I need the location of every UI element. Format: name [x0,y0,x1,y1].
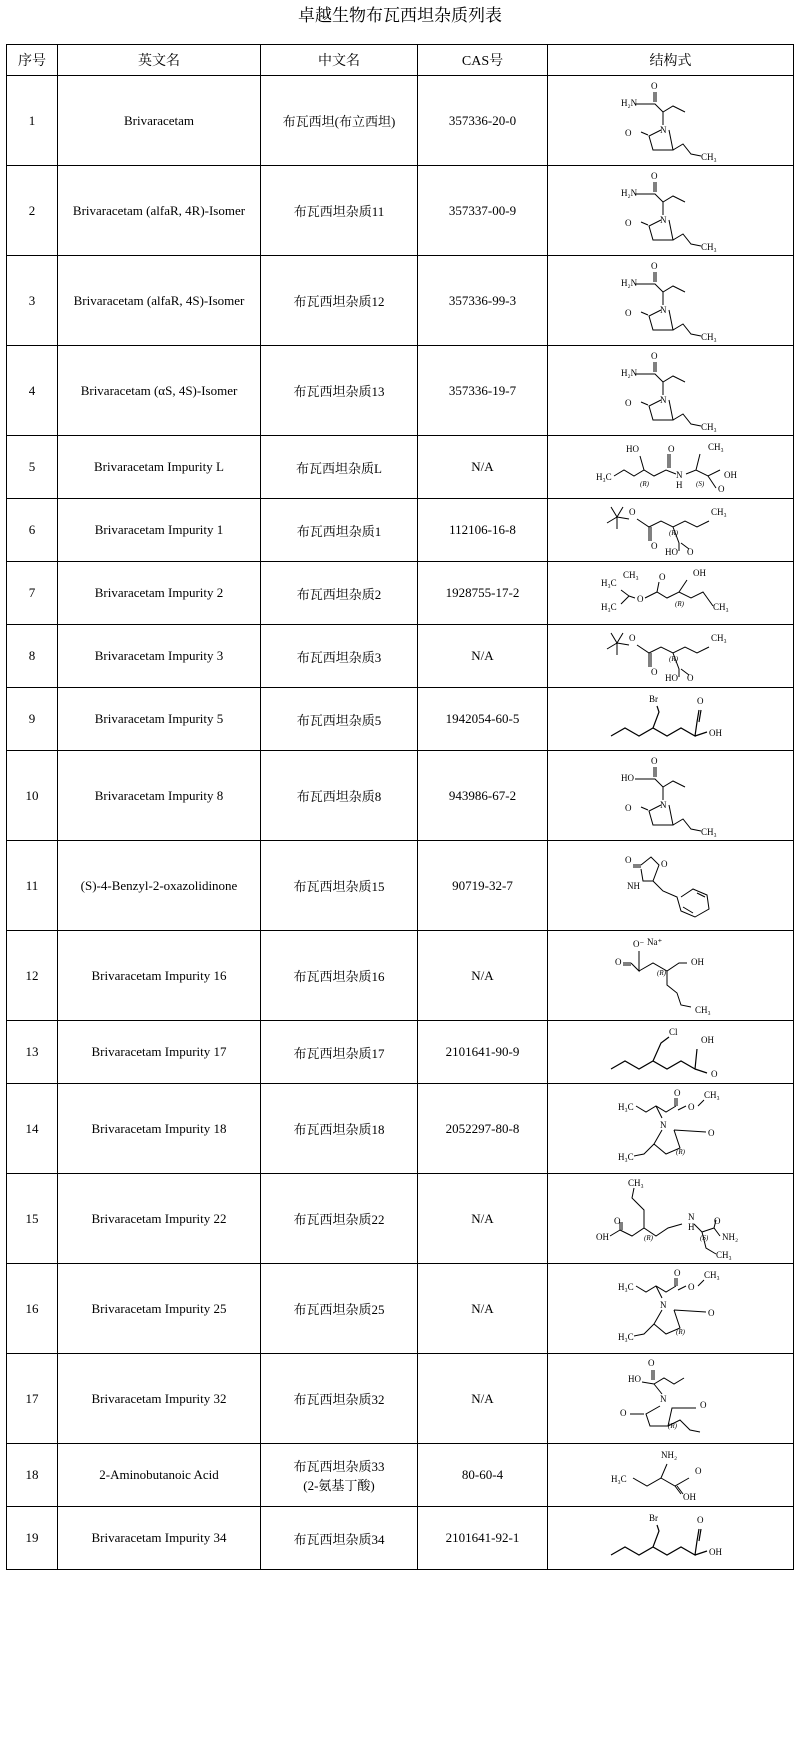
chinese-name: 布瓦西坦杂质15 [293,879,385,894]
structure-label: N [659,124,666,135]
structure-label: NH [626,880,640,891]
chinese-name: 布瓦西坦杂质5 [296,712,382,728]
english-name: (S)-4-Benzyl-2-oxazolidinone [58,841,261,931]
structure-label: O [624,127,631,138]
cas-number: N/A [418,931,548,1021]
table-row [7,562,794,625]
structure-label: H₂N [620,97,637,108]
structure-label: O [650,260,657,271]
structure-label: H₃C [600,601,617,612]
structure-label: (R) [639,479,649,488]
chinese-name: 布瓦西坦杂质18 [293,1122,385,1137]
structure-label: O [686,672,693,683]
structure-label: N [659,304,666,315]
table-row [7,346,794,436]
cas-number: 357336-19-7 [418,346,548,436]
cas-number: 943986-67-2 [418,751,548,841]
chinese-name: 布瓦西坦杂质L [296,460,382,476]
structure-label: NH₂ [721,1231,738,1242]
structure-label: H₃C [617,1151,634,1162]
structure-label: O [717,483,724,494]
structure-label: (R) [668,528,678,537]
structure-label: O [619,1407,626,1418]
structure-label: CH₃ [694,1004,711,1015]
row-number: 17 [7,1354,58,1444]
cas-number: N/A [418,625,548,688]
cas-number: 112106-16-8 [418,499,548,562]
structure-label: O [673,1267,680,1278]
row-number: 6 [7,499,58,562]
chinese-name: 布瓦西坦杂质32 [293,1392,385,1407]
row-number: 18 [7,1444,58,1507]
structure-label: H₃C [617,1281,634,1292]
structure-label: N [675,469,682,480]
structure-label: O [710,1068,717,1079]
structure-label: N [659,799,666,810]
structure-label: H₂N [620,367,637,378]
english-name: Brivaracetam Impurity 16 [58,931,261,1021]
english-name: Brivaracetam Impurity 22 [58,1174,261,1264]
chinese-name: 布瓦西坦杂质33 [293,1459,385,1474]
table-row [7,1507,794,1570]
chinese-name: 布瓦西坦杂质2 [296,586,382,602]
structure-label: CH₃ [700,151,717,162]
chinese-name-cell [261,346,418,436]
pyrrolidinone-amide-structure [548,76,794,166]
structure-label: H₂N [620,187,637,198]
structure-label: O [650,350,657,361]
chinese-name-cell [261,688,418,751]
structure-label: CH₃ [715,1249,732,1260]
structure-label: O [636,593,643,604]
english-name: Brivaracetam Impurity 3 [58,625,261,688]
chinese-name-cell [261,1174,418,1264]
row-number: 19 [7,1507,58,1570]
chinese-name-cell [261,625,418,688]
structure-label: CH₃ [710,506,727,517]
row-number: 15 [7,1174,58,1264]
structure-label: O [686,546,693,557]
chinese-name-cell [261,436,418,499]
chinese-name: 布瓦西坦杂质34 [293,1531,385,1547]
chinese-name-cell [261,1507,418,1570]
structure-label: CH₃ [703,1269,720,1280]
header-no: 序号 [7,45,58,76]
table-row [7,1354,794,1444]
english-name: Brivaracetam Impurity 25 [58,1264,261,1354]
cas-number: 2101641-92-1 [418,1507,548,1570]
structure-label: OH [595,1231,609,1242]
structure-label: H₃C [600,577,617,588]
pyrrolidinone-amide-structure [548,166,794,256]
structure-label: H₃C [595,471,612,482]
chinese-name: 布瓦西坦杂质8 [296,789,382,804]
chinese-name-cell [261,1264,418,1354]
structure-label: Br [648,1512,658,1523]
table-row [7,1174,794,1264]
row-number: 12 [7,931,58,1021]
chinese-name: 布瓦西坦杂质12 [293,294,385,309]
structure-label: (R) [675,1147,685,1156]
structure-label: O⁻ [632,938,644,949]
structure-label: O [647,1357,654,1368]
structure-label: OH [723,469,737,480]
structure-label: O [650,540,657,551]
chinese-name-cell [261,1021,418,1084]
structure-label: N [659,1119,666,1130]
english-name: 2-Aminobutanoic Acid [58,1444,261,1507]
pyrrolidinone-acid-structure [548,751,794,841]
english-name: Brivaracetam (alfaR, 4R)-Isomer [58,166,261,256]
structure-label: (R) [643,1233,653,1242]
chinese-name-cell [261,1444,418,1507]
cas-number: 357336-20-0 [418,76,548,166]
structure-label: Br [648,693,658,704]
structure-label: HO [620,772,634,783]
table-row [7,1264,794,1354]
structure-label: O [696,1514,703,1525]
row-number: 14 [7,1084,58,1174]
benzyl-oxazolidinone-structure [548,841,794,931]
structure-label: NH₂ [660,1449,677,1460]
english-name: Brivaracetam Impurity L [58,436,261,499]
tbutyl-ester-alcohol-structure [548,562,794,625]
structure-label: CH₃ [700,826,717,837]
chinese-name-cell [261,256,418,346]
structure-label: (S) [699,1233,708,1242]
english-name: Brivaracetam Impurity 32 [58,1354,261,1444]
structure-label: O [699,1399,706,1410]
row-number: 9 [7,688,58,751]
chinese-name-alias: (2-氨基丁酸) [303,1478,375,1493]
structure-label: OH [708,727,722,738]
succinimide-acid-structure [548,1354,794,1444]
structure-label: CH₃ [710,632,727,643]
header-structure: 结构式 [548,45,794,76]
chinese-name-cell [261,499,418,562]
structure-label: O [628,632,635,643]
structure-label: O [687,1101,694,1112]
table-row [7,625,794,688]
row-number: 3 [7,256,58,346]
structure-label: O [650,80,657,91]
cas-number: 2052297-80-8 [418,1084,548,1174]
cas-number: N/A [418,1354,548,1444]
chinese-name-cell [261,166,418,256]
bromo-acid-structure [548,688,794,751]
english-name: Brivaracetam Impurity 8 [58,751,261,841]
english-name: Brivaracetam Impurity 18 [58,1084,261,1174]
chinese-name: 布瓦西坦杂质22 [293,1212,385,1227]
row-number: 7 [7,562,58,625]
table-row [7,499,794,562]
row-number: 13 [7,1021,58,1084]
row-number: 5 [7,436,58,499]
amino-amide-acid-structure [548,1174,794,1264]
structure-label: O [696,695,703,706]
chinese-name: 布瓦西坦杂质3 [296,649,382,665]
chinese-name: 布瓦西坦杂质13 [293,384,385,399]
structure-label: O [624,397,631,408]
row-number: 1 [7,76,58,166]
chloro-acid-structure [548,1021,794,1084]
table-row [7,436,794,499]
structure-label: OH [682,1491,696,1502]
bromo-acid-structure [548,1507,794,1570]
row-number: 4 [7,346,58,436]
cas-number: N/A [418,1264,548,1354]
table-row [7,76,794,166]
structure-label: O [694,1465,701,1476]
structure-label: Na⁺ [646,936,662,947]
cas-number: 80-60-4 [418,1444,548,1507]
chinese-name: 布瓦西坦杂质1 [296,523,382,539]
header-cas: CAS号 [418,45,548,76]
structure-label: O [673,1087,680,1098]
structure-label: O [650,666,657,677]
structure-label: O [613,1215,620,1226]
table-row [7,166,794,256]
structure-label: O [713,1215,720,1226]
structure-label: OH [690,956,704,967]
structure-label: O [624,307,631,318]
structure-label: H [675,479,682,490]
hydroxy-amide-acid-structure [548,436,794,499]
chinese-name-cell [261,562,418,625]
structure-label: CH₃ [700,331,717,342]
english-name: Brivaracetam (αS, 4S)-Isomer [58,346,261,436]
table-header-row [7,45,794,76]
structure-label: OH [692,567,706,578]
structure-label: (R) [668,654,678,663]
cas-number: 1928755-17-2 [418,562,548,625]
chinese-name-cell [261,751,418,841]
pyrrolidinone-ester-structure [548,1084,794,1174]
cas-number: 357336-99-3 [418,256,548,346]
structure-label: (S) [695,479,704,488]
structure-label: N [659,1299,666,1310]
structure-label: HO [664,546,678,557]
table-row [7,1021,794,1084]
table-row [7,256,794,346]
table-row [7,841,794,931]
impurity-table [6,44,794,1570]
cas-number: 2101641-90-9 [418,1021,548,1084]
header-chinese-name: 中文名 [261,45,418,76]
structure-label: O [667,443,674,454]
structure-label: OH [708,1546,722,1557]
row-number: 11 [7,841,58,931]
structure-label: O [614,956,621,967]
structure-label: O [650,170,657,181]
structure-label: OH [700,1034,714,1045]
structure-label: CH₃ [703,1089,720,1100]
structure-label: (R) [667,1421,677,1430]
chinese-name-cell [261,841,418,931]
structure-label: HO [625,443,639,454]
structure-label: CH₃ [700,421,717,432]
chinese-name-cell [261,1354,418,1444]
structure-label: CH₃ [707,441,724,452]
structure-label: O [687,1281,694,1292]
english-name: Brivaracetam [58,76,261,166]
table-row [7,931,794,1021]
chinese-name: 布瓦西坦(布立西坦) [282,114,396,129]
structure-label: N [659,214,666,225]
header-english-name: 英文名 [58,45,261,76]
sodium-carboxylate-structure [548,931,794,1021]
structure-label: CH₃ [627,1177,644,1188]
structure-label: O [707,1127,714,1138]
structure-label: (R) [674,599,684,608]
english-name: Brivaracetam Impurity 5 [58,688,261,751]
structure-label: (R) [656,968,666,977]
structure-label: N [659,394,666,405]
table-row [7,1444,794,1507]
chinese-name: 布瓦西坦杂质17 [293,1045,385,1061]
chinese-name-cell [261,76,418,166]
cas-number: 1942054-60-5 [418,688,548,751]
english-name: Brivaracetam Impurity 34 [58,1507,261,1570]
cas-number: N/A [418,436,548,499]
structure-label: O [707,1307,714,1318]
chinese-name-cell [261,931,418,1021]
table-row [7,1084,794,1174]
row-number: 16 [7,1264,58,1354]
structure-label: H₂N [620,277,637,288]
structure-label: O [624,854,631,865]
structure-label: O [660,858,667,869]
structure-label: O [624,217,631,228]
chinese-name: 布瓦西坦杂质11 [293,204,385,219]
english-name: Brivaracetam Impurity 17 [58,1021,261,1084]
tbutyl-ester-acid-structure [548,499,794,562]
structure-label: O [658,571,665,582]
structure-label: H₃C [617,1331,634,1342]
structure-label: N [659,1393,666,1404]
structure-label: (R) [675,1327,685,1336]
structure-label: HO [664,672,678,683]
cas-number: 90719-32-7 [418,841,548,931]
cas-number: N/A [418,1174,548,1264]
structure-label: CH₃ [712,601,729,612]
chinese-name-cell [261,1084,418,1174]
row-number: 8 [7,625,58,688]
page-title: 卓越生物布瓦西坦杂质列表 [298,6,502,25]
row-number: 2 [7,166,58,256]
structure-label: O [650,755,657,766]
english-name: Brivaracetam (alfaR, 4S)-Isomer [58,256,261,346]
structure-label: O [628,506,635,517]
chinese-name: 布瓦西坦杂质16 [293,969,385,984]
structure-label: CH₃ [700,241,717,252]
table-row [7,688,794,751]
structure-label: HO [627,1373,641,1384]
structure-label: H₃C [610,1473,627,1484]
chinese-name: 布瓦西坦杂质25 [293,1302,385,1317]
aminobutanoic-acid-structure [548,1444,794,1507]
english-name: Brivaracetam Impurity 1 [58,499,261,562]
tbutyl-ester-acid-structure [548,625,794,688]
pyrrolidinone-amide-structure [548,256,794,346]
pyrrolidinone-amide-structure [548,346,794,436]
structure-label: N [687,1211,694,1222]
structure-label: H [687,1221,694,1232]
structure-label: Cl [668,1026,678,1037]
structure-label: CH₃ [622,569,639,580]
english-name: Brivaracetam Impurity 2 [58,562,261,625]
row-number: 10 [7,751,58,841]
cas-number: 357337-00-9 [418,166,548,256]
structure-label: H₃C [617,1101,634,1112]
table-row [7,751,794,841]
structure-label: O [624,802,631,813]
pyrrolidinone-ester-structure [548,1264,794,1354]
